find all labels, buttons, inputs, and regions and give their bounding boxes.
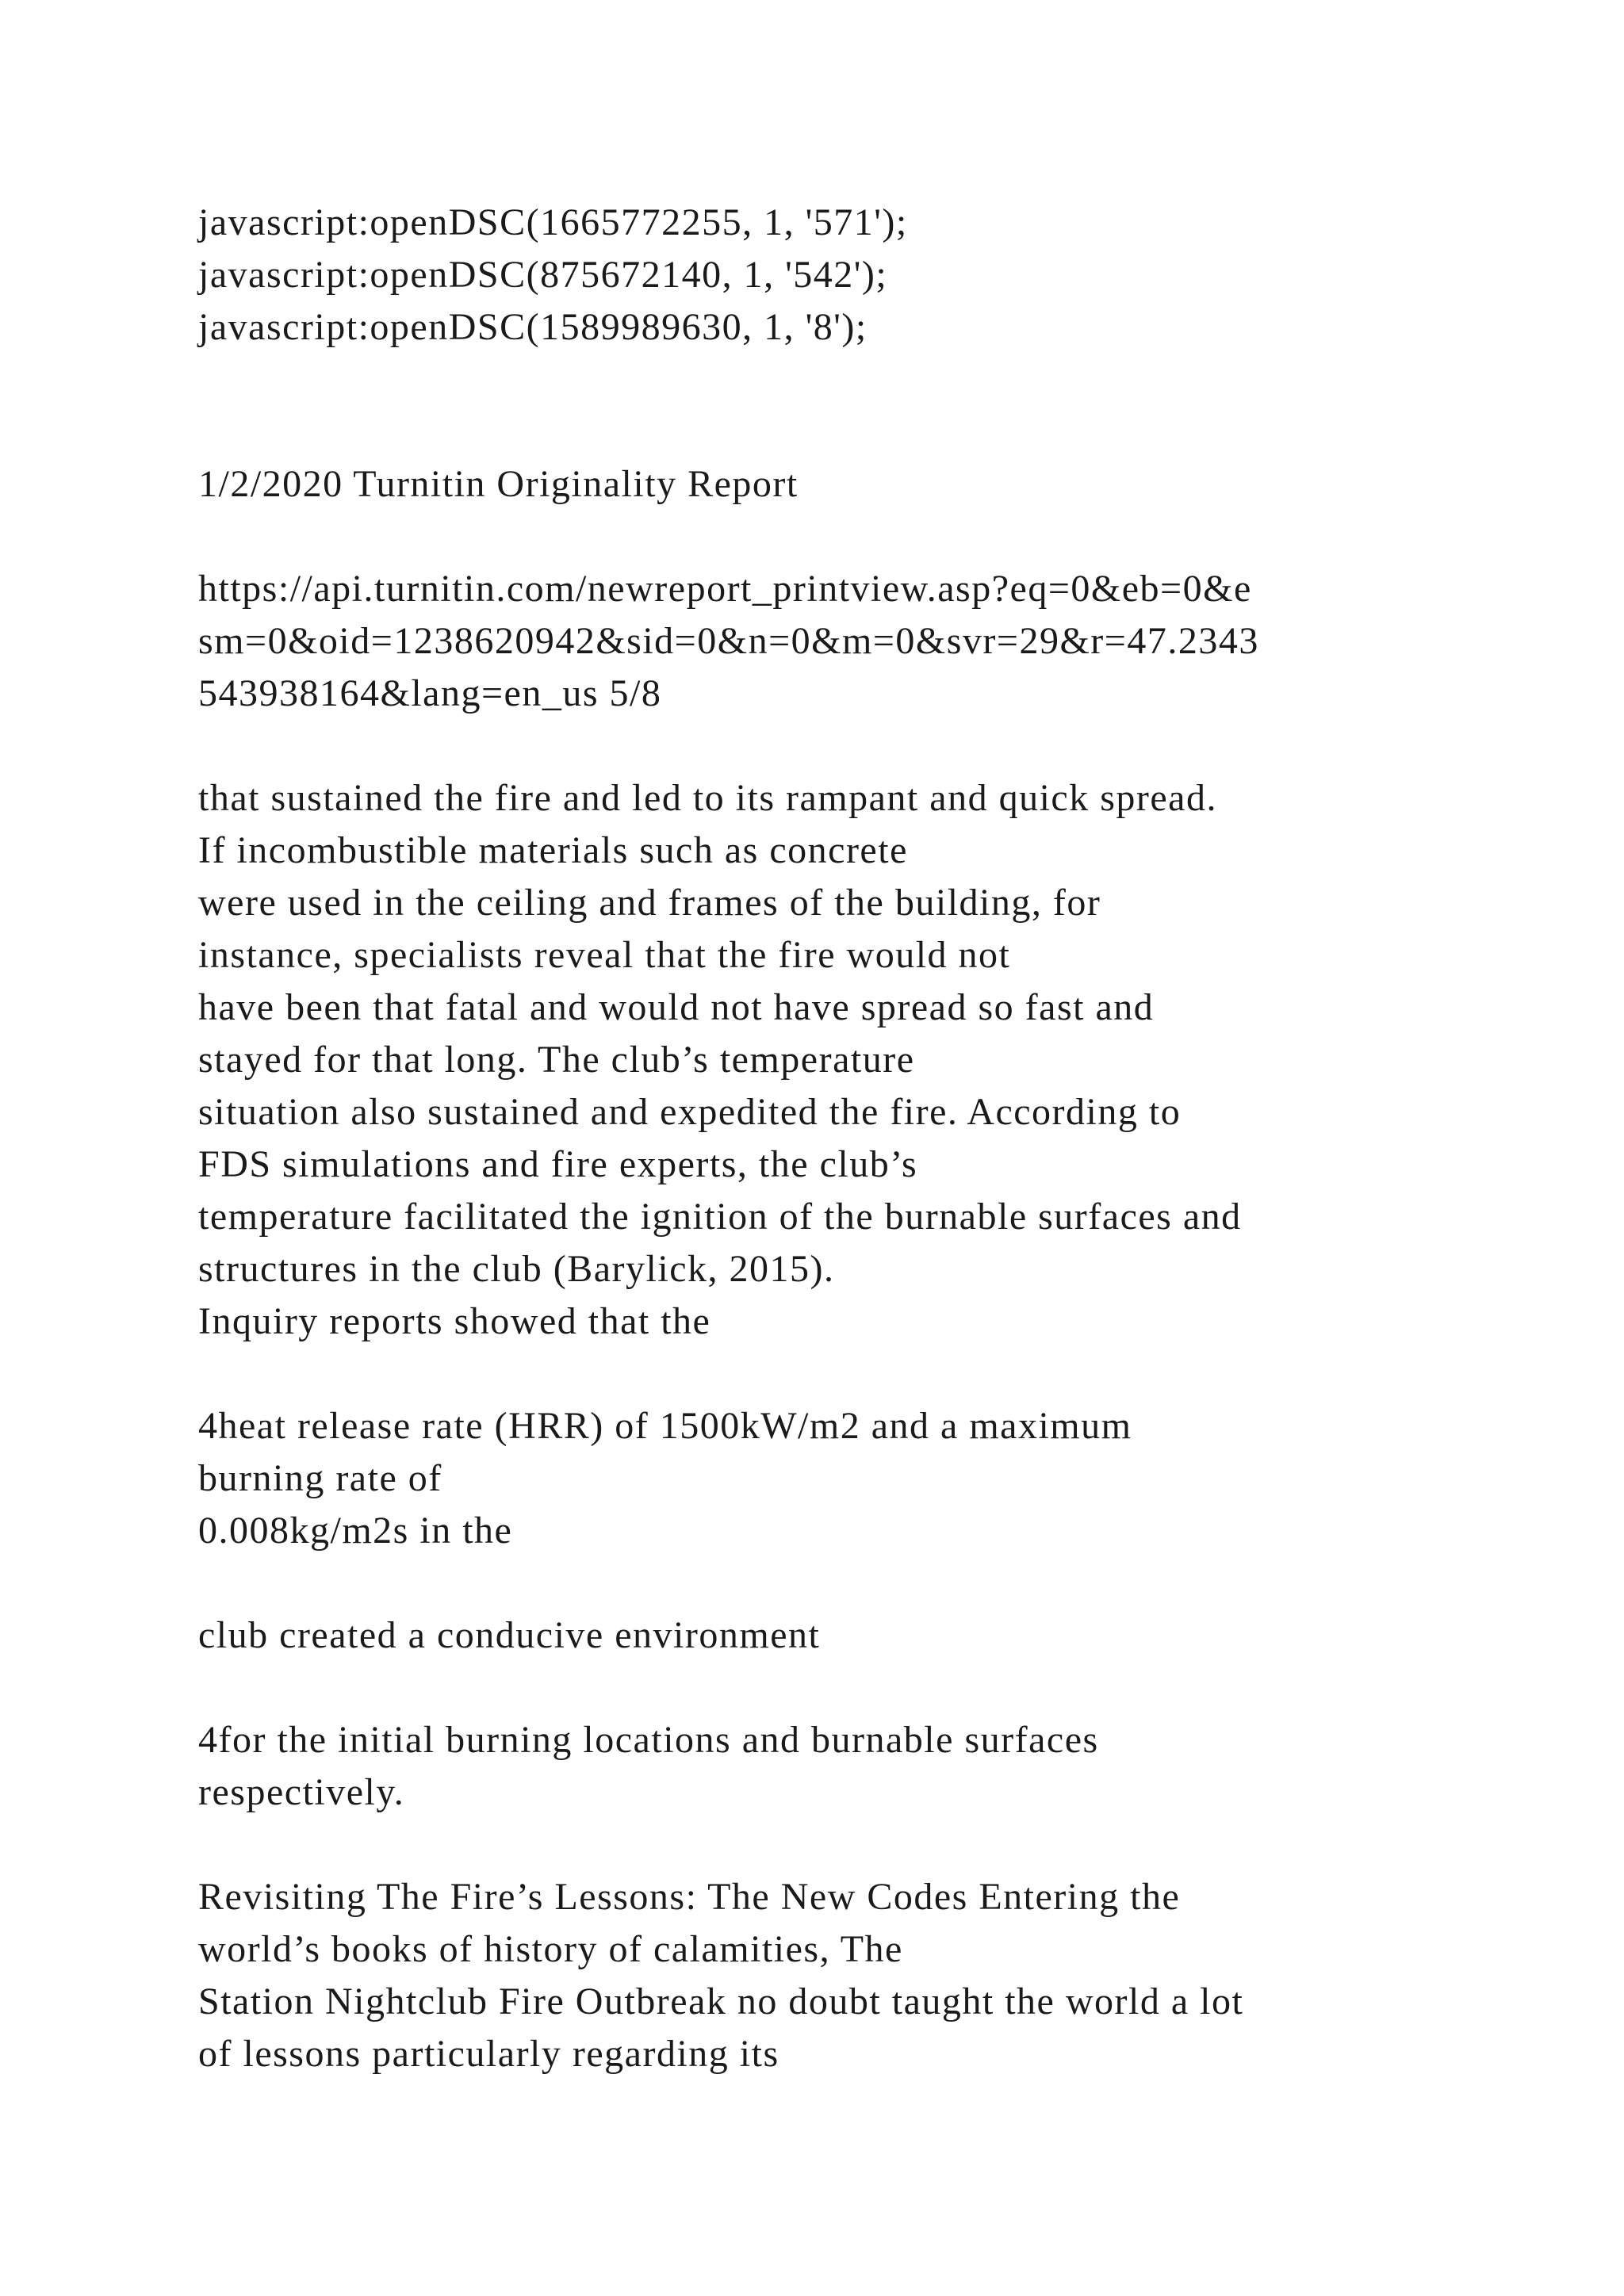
spacer xyxy=(198,1557,1499,1609)
paragraph-line: stayed for that long. The club’s temperature xyxy=(198,1039,915,1081)
paragraph-line: Inquiry reports showed that the xyxy=(198,1300,711,1342)
spacer xyxy=(198,1348,1499,1400)
spacer xyxy=(198,1819,1499,1871)
paragraph-line: temperature facilitated the ignition of the burnable surfaces and xyxy=(198,1196,1242,1238)
report-url xyxy=(198,563,1499,720)
paragraph-line: instance, specialists reveal that the fire would not xyxy=(198,934,1011,976)
paragraph-line: world’s books of history of calamities, The xyxy=(198,1928,903,1970)
script-line: javascript:openDSC(1665772255, 1, '571'); xyxy=(198,201,908,243)
paragraph-line: Station Nightclub Fire Outbreak no doubt taught the world a lot xyxy=(198,1980,1244,2022)
paragraph-line: structures in the club (Barylick, 2015). xyxy=(198,1248,835,1290)
report-url-line: sm=0&oid=1238620942&sid=0&n=0&m=0&svr=29&r=47.2343 xyxy=(198,620,1259,662)
paragraph xyxy=(198,1400,1499,1557)
paragraph-line: club created a conducive environment xyxy=(198,1614,821,1656)
paragraph-line: 4for the initial burning locations and burnable surfaces xyxy=(198,1719,1099,1761)
spacer xyxy=(198,720,1499,772)
report-url-line: 543938164&lang=en_us 5/8 xyxy=(198,672,662,714)
paragraph-line: 0.008kg/m2s in the xyxy=(198,1510,513,1552)
report-url-line: https://api.turnitin.com/newreport_printview.asp?eq=0&eb=0&e xyxy=(198,568,1252,610)
report-header: 1/2/2020 Turnitin Originality Report xyxy=(198,463,799,505)
paragraph xyxy=(198,772,1499,1348)
script-lines xyxy=(198,197,1499,354)
spacer xyxy=(198,406,1499,458)
paragraph-line: Revisiting The Fire’s Lessons: The New Codes Entering the xyxy=(198,1876,1181,1918)
paragraph-line: 4heat release rate (HRR) of 1500kW/m2 and a maximum xyxy=(198,1405,1132,1447)
document-text xyxy=(198,197,1499,2080)
script-line: javascript:openDSC(875672140, 1, '542'); xyxy=(198,254,888,296)
spacer xyxy=(198,354,1499,406)
paragraph-line: situation also sustained and expedited the fire. According to xyxy=(198,1091,1182,1133)
paragraph-line: of lessons particularly regarding its xyxy=(198,2033,779,2075)
paragraph-line: respectively. xyxy=(198,1771,405,1813)
paragraph-line: were used in the ceiling and frames of the building, for xyxy=(198,882,1101,924)
paragraph-line: have been that fatal and would not have spread so fast and xyxy=(198,986,1155,1028)
paragraph-line: FDS simulations and fire experts, the club’s xyxy=(198,1143,918,1185)
script-line: javascript:openDSC(1589989630, 1, '8'); xyxy=(198,306,868,348)
spacer xyxy=(198,1662,1499,1714)
paragraph-line: If incombustible materials such as concrete xyxy=(198,829,908,871)
spacer xyxy=(198,511,1499,563)
paragraph xyxy=(198,1609,1499,1662)
paragraph xyxy=(198,1871,1499,2080)
paragraph xyxy=(198,1714,1499,1819)
paragraph-line: that sustained the fire and led to its rampant and quick spread. xyxy=(198,777,1217,819)
paragraph-line: burning rate of xyxy=(198,1457,442,1499)
